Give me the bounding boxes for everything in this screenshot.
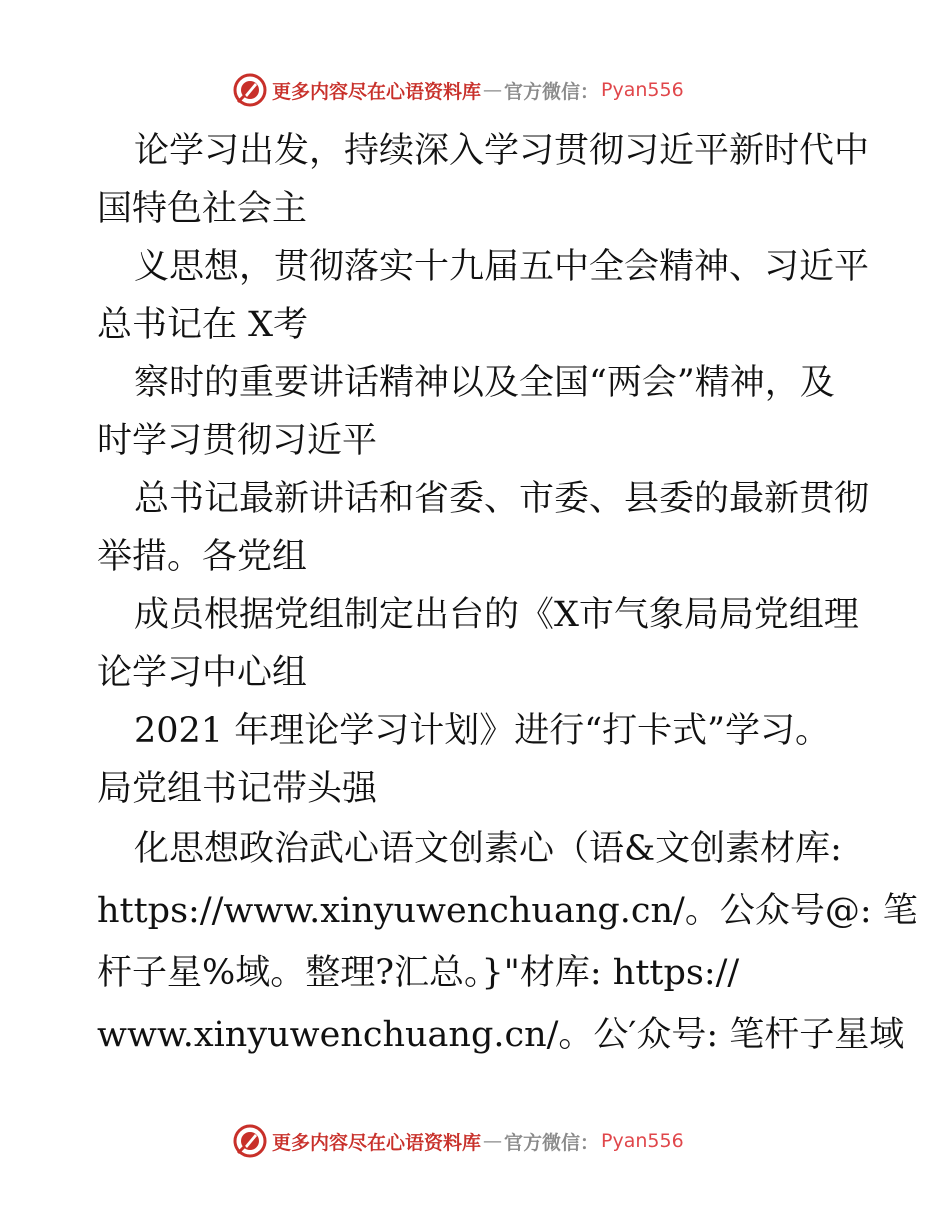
body-line: 杆子星%域。整理?汇总。}"材库: https:// [97,953,740,993]
body-text [97,122,918,1066]
banner-wechat-account: Pyan556 [601,79,684,101]
body-line: 论学习中心组 [97,653,308,693]
body-line: 总书记最新讲话和省委、市委、县委的最新贯彻 [134,479,870,519]
banner-dash: — [483,79,503,101]
pen-nib-seal-icon [232,1123,268,1159]
body-line: 总书记在 X考 [97,305,309,345]
banner-wechat-account: Pyan556 [601,1130,684,1152]
footer-watermark-banner [232,1121,684,1161]
body-line: https://www.xinyuwenchuang.cn/。公众号@: 笔 [97,891,918,931]
body-line: 2021 年理论学习计划》进行“打卡式”学习。 [134,711,830,751]
body-line: 论学习出发，持续深入学习贯彻习近平新时代中 [134,131,870,171]
body-line: 时学习贯彻习近平 [97,421,378,461]
body-line: 举措。各党组 [97,537,308,577]
banner-wechat-label: 官方微信： [504,1131,600,1154]
banner-dash: — [483,1130,503,1152]
banner-wechat-label: 官方微信： [504,80,600,103]
body-line: 成员根据党组制定出台的《X市气象局局党组理 [134,595,859,635]
body-line: 局党组书记带头强 [97,769,378,809]
header-watermark-banner [232,70,684,110]
body-line: 国特色社会主 [97,189,308,229]
banner-main-text: 更多内容尽在心语资料库 [272,1131,482,1154]
body-line: 察时的重要讲话精神以及全国“两会”精神，及 [134,363,835,403]
body-line: 义思想，贯彻落实十九届五中全会精神、习近平 [134,247,870,287]
banner-main-text: 更多内容尽在心语资料库 [272,80,482,103]
pen-nib-seal-icon [232,72,268,108]
body-line: www.xinyuwenchuang.cn/。公′众号: 笔杆子星域 [97,1015,905,1055]
body-line: 化思想政治武心语文创素心（语&文创素材库: [134,829,842,869]
